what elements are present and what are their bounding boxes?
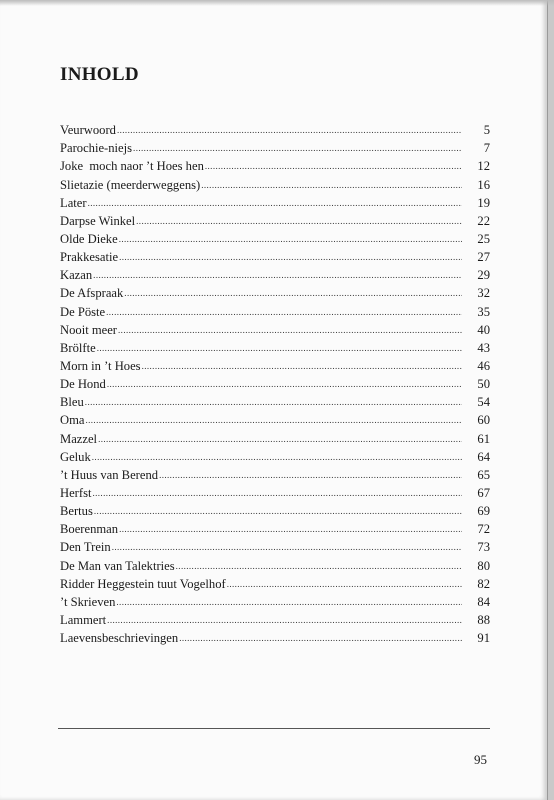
table-of-contents: [60, 120, 490, 646]
toc-entry: [60, 465, 490, 483]
toc-entry-page: 82: [477, 576, 490, 591]
toc-entry: [60, 356, 490, 374]
dot-leader: [107, 380, 462, 389]
toc-entry-page: 27: [477, 250, 490, 265]
toc-entry: [60, 428, 490, 446]
toc-entry: [60, 338, 490, 356]
page-number: 95: [474, 752, 487, 767]
dot-leader: [85, 398, 462, 407]
dot-leader: [92, 453, 462, 462]
toc-entry-page: 29: [477, 268, 490, 283]
toc-entry-page: 88: [477, 612, 490, 627]
toc-entry-title: Parochie-niejs: [60, 141, 133, 156]
toc-entry-title: Joke moch naor ’t Hoes hen: [60, 159, 204, 174]
dot-leader: [227, 580, 462, 589]
toc-entry: [60, 574, 490, 592]
toc-entry-page: 46: [477, 358, 490, 373]
dot-leader: [97, 344, 462, 353]
toc-entry-page: 12: [477, 159, 490, 174]
dot-leader: [117, 126, 462, 135]
dot-leader: [176, 562, 462, 571]
dot-leader: [94, 507, 462, 516]
toc-entry: [60, 592, 490, 610]
toc-entry-page: 7: [483, 141, 490, 156]
dot-leader: [133, 144, 462, 153]
toc-entry-title: Den Trein: [60, 540, 111, 555]
toc-entry-title: Darpse Winkel: [60, 213, 136, 228]
page-top-edge: [0, 0, 554, 6]
toc-entry-title: Prakkesatie: [60, 250, 119, 265]
toc-entry: [60, 229, 490, 247]
toc-entry: [60, 174, 490, 192]
dot-leader: [88, 199, 462, 208]
toc-entry: [60, 320, 490, 338]
toc-entry-title: Mazzel: [60, 431, 98, 446]
toc-entry: [60, 410, 490, 428]
dot-leader: [119, 525, 462, 534]
dot-leader: [98, 435, 462, 444]
toc-entry: [60, 265, 490, 283]
dot-leader: [201, 181, 462, 190]
toc-entry: [60, 301, 490, 319]
toc-entry-title: Later: [60, 195, 87, 210]
dot-leader: [159, 471, 462, 480]
toc-entry-title: Ridder Heggestein tuut Vogelhof: [60, 576, 226, 591]
toc-entry: [60, 610, 490, 628]
toc-entry-page: 16: [477, 177, 490, 192]
toc-entry: [60, 483, 490, 501]
toc-entry: [60, 392, 490, 410]
toc-entry-title: Slietazie (meerderweggens): [60, 177, 201, 192]
toc-entry: [60, 247, 490, 265]
toc-entry-page: 5: [483, 123, 490, 138]
toc-entry-page: 25: [477, 231, 490, 246]
toc-entry: [60, 156, 490, 174]
toc-entry-title: Oma: [60, 413, 85, 428]
toc-entry: [60, 555, 490, 573]
toc-entry-page: 60: [477, 413, 490, 428]
toc-entry-title: Bleu: [60, 395, 84, 410]
toc-entry-title: ’t Huus van Berend: [60, 467, 159, 482]
dot-leader: [116, 598, 462, 607]
toc-entry-page: 84: [477, 594, 490, 609]
toc-entry-title: Bertus: [60, 504, 93, 519]
toc-entry-page: 61: [477, 431, 490, 446]
toc-entry-title: Geluk: [60, 449, 91, 464]
toc-entry-page: 35: [477, 304, 490, 319]
toc-entry: [60, 447, 490, 465]
toc-entry-title: De Pöste: [60, 304, 106, 319]
toc-entry: [60, 519, 490, 537]
toc-entry-page: 43: [477, 340, 490, 355]
dot-leader: [142, 362, 462, 371]
toc-entry-title: Boerenman: [60, 522, 119, 537]
dot-leader: [118, 326, 462, 335]
toc-entry-page: 69: [477, 504, 490, 519]
dot-leader: [119, 253, 462, 262]
toc-entry-title: Morn in ’t Hoes: [60, 358, 141, 373]
toc-entry-title: Kazan: [60, 268, 93, 283]
toc-entry-page: 22: [477, 213, 490, 228]
toc-entry-title: Olde Dieke: [60, 231, 118, 246]
toc-entry: [60, 211, 490, 229]
toc-entry-page: 32: [477, 286, 490, 301]
toc-entry-title: De Afspraak: [60, 286, 124, 301]
dot-leader: [205, 162, 462, 171]
dot-leader: [119, 235, 462, 244]
dot-leader: [107, 616, 462, 625]
dot-leader: [124, 289, 462, 298]
dot-leader: [136, 217, 462, 226]
toc-entry: [60, 193, 490, 211]
toc-entry-title: Laevensbeschrievingen: [60, 631, 179, 646]
toc-entry-page: 67: [477, 485, 490, 500]
toc-entry-page: 73: [477, 540, 490, 555]
toc-entry-title: Herfst: [60, 485, 92, 500]
toc-entry: [60, 537, 490, 555]
toc-entry-page: 72: [477, 522, 490, 537]
toc-entry: [60, 628, 490, 646]
toc-entry: [60, 120, 490, 138]
toc-entry-title: Lammert: [60, 612, 107, 627]
dot-leader: [106, 308, 462, 317]
dot-leader: [179, 634, 462, 643]
toc-entry-page: 54: [477, 395, 490, 410]
toc-entry: [60, 283, 490, 301]
toc-entry: [60, 138, 490, 156]
toc-entry-page: 50: [477, 377, 490, 392]
toc-entry: [60, 374, 490, 392]
page-title: INHOLD: [60, 64, 139, 85]
toc-entry-title: Brölfte: [60, 340, 96, 355]
toc-entry-title: ’t Skrieven: [60, 594, 116, 609]
toc-entry-title: Veurwoord: [60, 123, 116, 138]
toc-entry: [60, 501, 490, 519]
toc-entry-title: Nooit meer: [60, 322, 118, 337]
toc-entry-page: 91: [477, 631, 490, 646]
toc-entry-page: 40: [477, 322, 490, 337]
footer-divider: [58, 728, 490, 729]
toc-entry-page: 65: [477, 467, 490, 482]
toc-entry-title: De Hond: [60, 377, 106, 392]
dot-leader: [93, 271, 462, 280]
dot-leader: [112, 543, 462, 552]
toc-entry-title: De Man van Talektries: [60, 558, 175, 573]
toc-entry-page: 80: [477, 558, 490, 573]
toc-entry-page: 64: [477, 449, 490, 464]
dot-leader: [85, 416, 462, 425]
toc-entry-page: 19: [477, 195, 490, 210]
dot-leader: [92, 489, 462, 498]
